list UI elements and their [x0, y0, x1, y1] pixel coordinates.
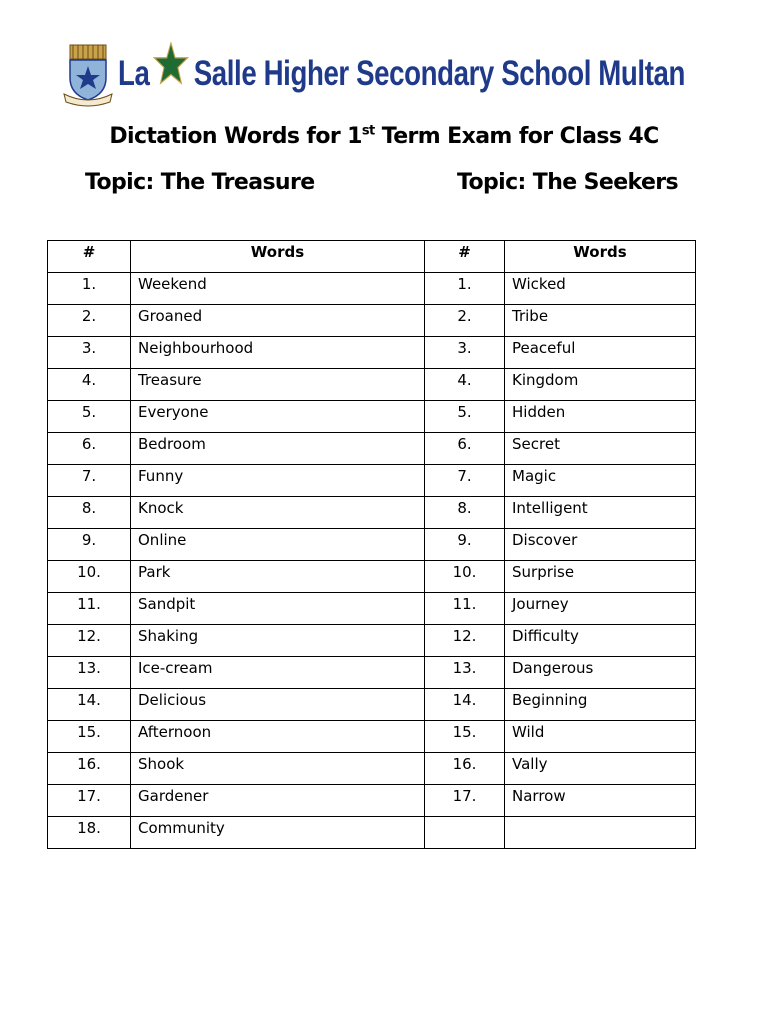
school-name-prefix: La — [118, 54, 150, 93]
word-left: Everyone — [131, 401, 425, 433]
word-left: Funny — [131, 465, 425, 497]
row-number-left: 15. — [48, 721, 131, 753]
row-number-right: 14. — [425, 689, 505, 721]
row-number-left: 9. — [48, 529, 131, 561]
dictation-words-table — [47, 240, 696, 849]
row-number-right: 7. — [425, 465, 505, 497]
page-title — [0, 124, 768, 149]
table-header-row — [48, 241, 696, 273]
row-number-left: 18. — [48, 817, 131, 849]
row-number-left: 1. — [48, 273, 131, 305]
word-right: Wicked — [505, 273, 696, 305]
table-row — [48, 497, 696, 529]
word-right: Hidden — [505, 401, 696, 433]
table-row — [48, 753, 696, 785]
word-left: Delicious — [131, 689, 425, 721]
word-left: Knock — [131, 497, 425, 529]
title-text-start: Dictation Words for 1 — [109, 124, 362, 149]
word-left: Weekend — [131, 273, 425, 305]
column-header-words: Words — [505, 241, 696, 273]
word-left: Treasure — [131, 369, 425, 401]
word-right: Intelligent — [505, 497, 696, 529]
word-left: Park — [131, 561, 425, 593]
word-left: Gardener — [131, 785, 425, 817]
row-number-left: 2. — [48, 305, 131, 337]
row-number-right: 3. — [425, 337, 505, 369]
table-row — [48, 689, 696, 721]
word-left: Online — [131, 529, 425, 561]
table-row — [48, 337, 696, 369]
row-number-right: 10. — [425, 561, 505, 593]
word-right: Secret — [505, 433, 696, 465]
word-right: Vally — [505, 753, 696, 785]
title-superscript: st — [361, 123, 375, 139]
column-header-words: Words — [131, 241, 425, 273]
row-number-right: 5. — [425, 401, 505, 433]
row-number-right: 17. — [425, 785, 505, 817]
topic-left: Topic: The Treasure — [85, 170, 315, 195]
table-row — [48, 817, 696, 849]
word-right: Beginning — [505, 689, 696, 721]
row-number-right: 8. — [425, 497, 505, 529]
row-number-left: 5. — [48, 401, 131, 433]
table-row — [48, 593, 696, 625]
word-right: Narrow — [505, 785, 696, 817]
table-row — [48, 625, 696, 657]
row-number-right — [425, 817, 505, 849]
table-row — [48, 465, 696, 497]
word-left: Neighbourhood — [131, 337, 425, 369]
row-number-left: 13. — [48, 657, 131, 689]
word-left: Shook — [131, 753, 425, 785]
row-number-left: 11. — [48, 593, 131, 625]
row-number-right: 2. — [425, 305, 505, 337]
row-number-left: 10. — [48, 561, 131, 593]
word-right: Surprise — [505, 561, 696, 593]
row-number-right: 6. — [425, 433, 505, 465]
word-right: Tribe — [505, 305, 696, 337]
school-header — [62, 44, 702, 112]
word-left: Shaking — [131, 625, 425, 657]
column-header-number: # — [425, 241, 505, 273]
word-right — [505, 817, 696, 849]
row-number-left: 4. — [48, 369, 131, 401]
word-right: Dangerous — [505, 657, 696, 689]
word-left: Bedroom — [131, 433, 425, 465]
row-number-right: 16. — [425, 753, 505, 785]
word-left: Community — [131, 817, 425, 849]
table-row — [48, 369, 696, 401]
word-right: Kingdom — [505, 369, 696, 401]
school-name — [118, 52, 685, 96]
table-row — [48, 273, 696, 305]
row-number-right: 9. — [425, 529, 505, 561]
table-row — [48, 785, 696, 817]
word-right: Journey — [505, 593, 696, 625]
word-right: Peaceful — [505, 337, 696, 369]
table-body — [48, 273, 696, 849]
row-number-right: 1. — [425, 273, 505, 305]
column-header-number: # — [48, 241, 131, 273]
row-number-left: 6. — [48, 433, 131, 465]
word-right: Difficulty — [505, 625, 696, 657]
word-left: Sandpit — [131, 593, 425, 625]
word-left: Afternoon — [131, 721, 425, 753]
word-right: Magic — [505, 465, 696, 497]
word-right: Discover — [505, 529, 696, 561]
topic-right: Topic: The Seekers — [457, 170, 679, 195]
word-right: Wild — [505, 721, 696, 753]
word-left: Ice-cream — [131, 657, 425, 689]
table-row — [48, 401, 696, 433]
school-crest-icon — [62, 44, 114, 108]
row-number-right: 11. — [425, 593, 505, 625]
row-number-left: 16. — [48, 753, 131, 785]
row-number-left: 17. — [48, 785, 131, 817]
row-number-right: 12. — [425, 625, 505, 657]
table-row — [48, 305, 696, 337]
table-row — [48, 529, 696, 561]
row-number-left: 8. — [48, 497, 131, 529]
school-name-suffix: Salle Higher Secondary School Multan — [193, 54, 686, 93]
row-number-left: 7. — [48, 465, 131, 497]
green-star-icon — [153, 42, 189, 86]
row-number-right: 13. — [425, 657, 505, 689]
row-number-right: 4. — [425, 369, 505, 401]
row-number-left: 12. — [48, 625, 131, 657]
title-text-end: Term Exam for Class 4C — [374, 124, 659, 149]
table-row — [48, 561, 696, 593]
row-number-left: 14. — [48, 689, 131, 721]
word-left: Groaned — [131, 305, 425, 337]
table-row — [48, 433, 696, 465]
row-number-left: 3. — [48, 337, 131, 369]
table-row — [48, 721, 696, 753]
row-number-right: 15. — [425, 721, 505, 753]
table-row — [48, 657, 696, 689]
